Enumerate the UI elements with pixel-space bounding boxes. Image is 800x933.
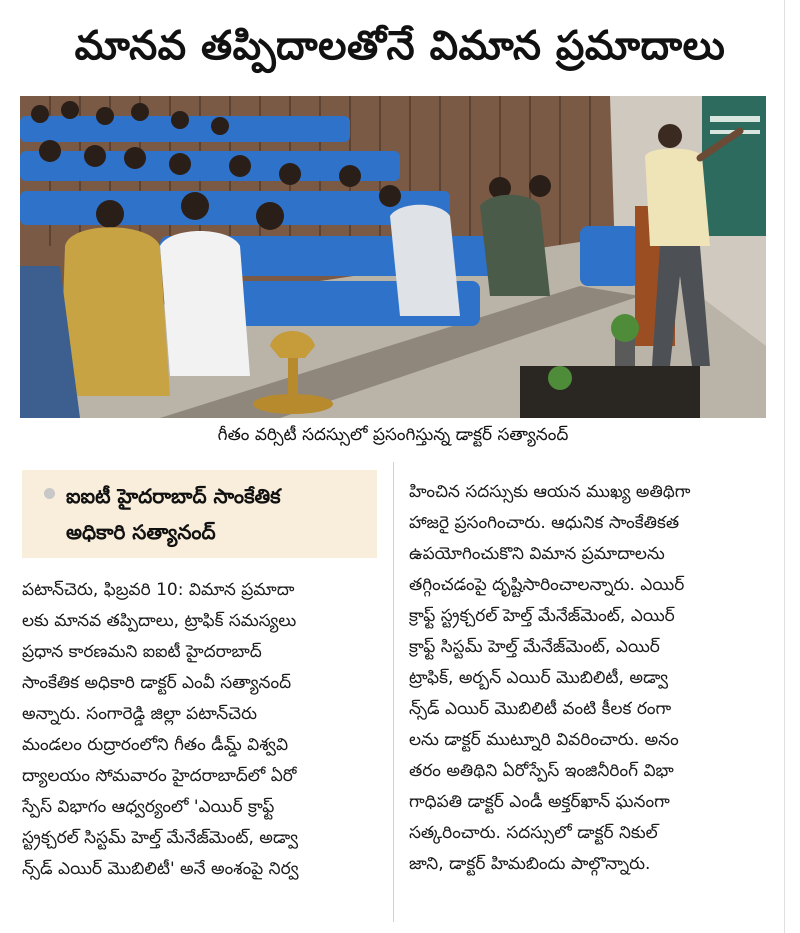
body-line: హాజరై ప్రసంగించారు. ఆధునిక సాంకేతికత [409,513,680,533]
body-line: గాధిపతి డాక్టర్ ఎండీ అక్తర్‌ఖాన్ ఘనంగా [409,792,670,812]
front-table [520,366,700,418]
page-edge [784,0,785,933]
column-divider [393,462,394,922]
body-line: తరం అతిథిని ఏరోస్పేస్ ఇంజినీరింగ్ విభా [409,761,674,781]
body-line: ద్యాలయం సోమవారం హైదరాబాద్‌లో ఏరో [22,766,297,786]
subheading-box [22,470,377,558]
body-line: న్స్‌డ్ ఎయిర్ మొబిలిటీ వంటి కీలక రంగా [409,699,672,719]
body-line: హించిన సదస్సుకు ఆయన ముఖ్య అతిథిగా [409,482,691,502]
article-photo [20,96,766,418]
seminar-hall-image [20,96,766,418]
body-line: ఉపయోగించుకొని విమాన ప్రమాదాలను [409,544,665,564]
body-line: పటాన్‌చెరు, ఫిబ్రవరి 10: విమాన ప్రమాదా [22,580,295,600]
bullet-icon [44,488,55,499]
body-line: న్స్‌డ్ ఎయిర్ మొబిలిటీ' అనే అంశంపై నిర్వ [22,859,299,879]
article-headline: మానవ తప్పిదాలతోనే విమాన ప్రమాదాలు [74,23,726,69]
body-line: సాంకేతిక అధికారి డాక్టర్ ఎంవీ సత్యానంద్ [22,673,292,693]
body-line: లకు మానవ తప్పిదాలు, ట్రాఫిక్ సమస్యలు [22,611,297,631]
subheading-line: ఐఐటీ హైదరాబాద్ సాంకేతిక [66,484,281,508]
body-line: స్ట్రక్చరల్ సిస్టమ్ హెల్త్ మేనేజ్‌మెంట్, అడ్వా [22,828,299,848]
plant [611,314,639,342]
article-body-left [22,575,378,885]
body-line: జాని, డాక్టర్ హిమబిందు పాల్గొన్నారు. [409,854,651,874]
body-line: ప్రధాన కారణమని ఐఐటీ హైదరాబాద్ [22,642,262,662]
body-line: క్రాఫ్ట్ సిస్టమ్ హెల్త్ మేనేజ్‌మెంట్, ఎయిర్ [409,637,660,657]
body-line: స్పేస్ విభాగం ఆధ్వర్యంలో 'ఎయిర్ క్రాఫ్ట్ [22,797,275,817]
body-line: క్రాఫ్ట్ స్ట్రక్చరల్ హెల్త్ మేనేజ్‌మెంట్, ఎయిర్ [409,606,675,626]
body-line: లను డాక్టర్ ముట్నూరి వివరించారు. అనం [409,730,679,750]
seated-woman [60,227,170,396]
subheading-line: అధికారి సత్యానంద్ [66,520,216,544]
seated-man [160,231,250,376]
body-line: సత్కరించారు. సదస్సులో డాక్టర్ నికుల్ [409,823,658,843]
body-line: మండలం రుద్రారంలోని గీతం డీమ్డ్ విశ్వవి [22,735,289,755]
article-body-right [409,477,771,880]
photo-caption: గీతం వర్సిటీ సదస్సులో ప్రసంగిస్తున్న డాక్టర్ సత్యానంద్ [217,425,569,445]
body-line: అన్నారు. సంగారెడ్డి జిల్లా పటాన్‌చెరు [22,704,258,724]
body-line: ట్రాఫిక్, అర్బన్ ఎయిర్ మొబిలిటీ, అడ్వా [409,668,669,688]
body-line: తగ్గించడంపై దృష్టిసారించాలన్నారు. ఎయిర్ [409,575,685,595]
